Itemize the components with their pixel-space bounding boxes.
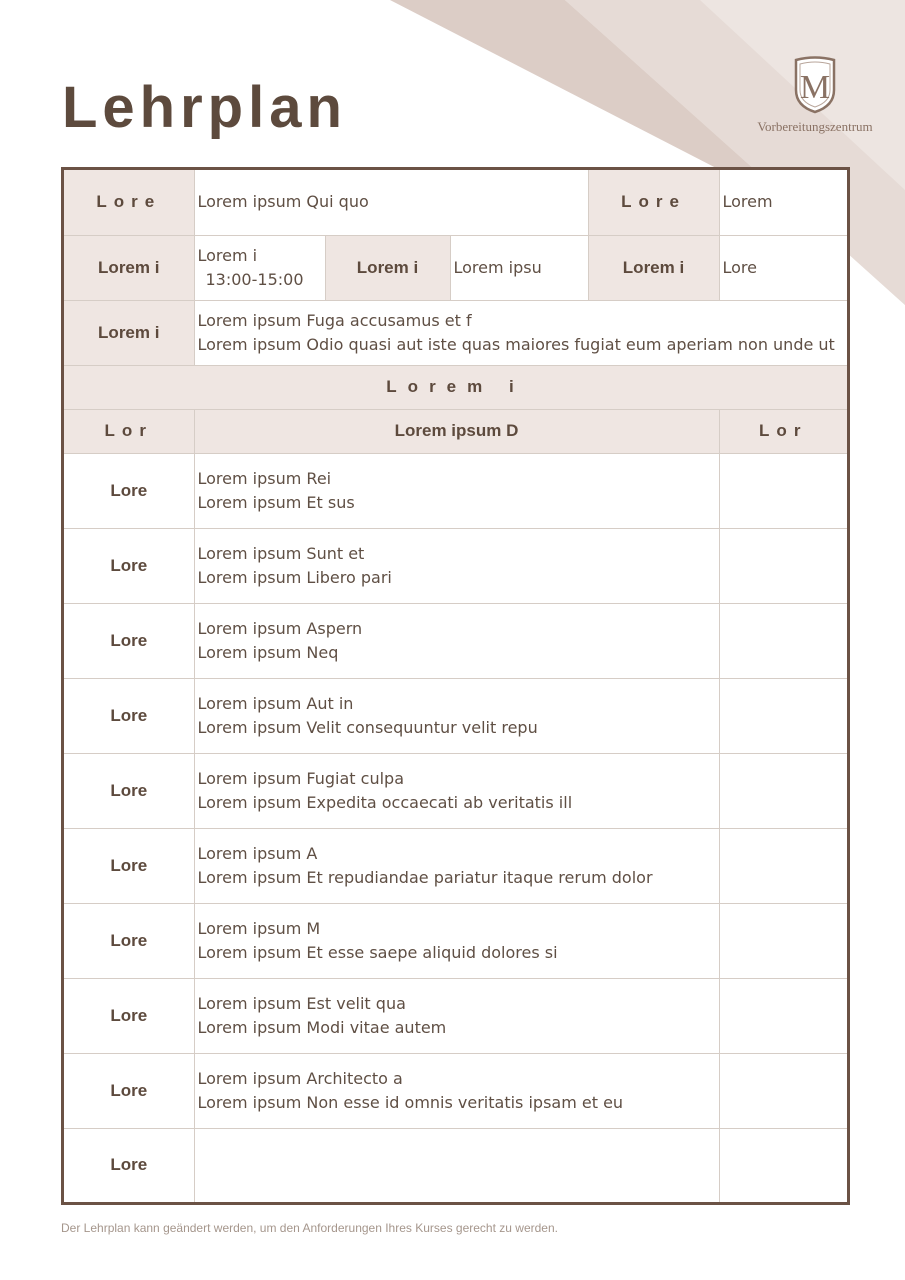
column-header-notes: Lor [719, 409, 847, 453]
shield-logo-icon [793, 56, 837, 114]
column-header-description: Lorem ipsum D [194, 409, 719, 453]
info-label: Lorem i [325, 235, 450, 300]
brand-name: Vorbereitungszentrum [757, 119, 873, 134]
brand-logo [745, 56, 885, 135]
info-row-2 [64, 235, 847, 300]
row-day: Lore [64, 828, 194, 903]
row-description: Lorem ipsum Aut in Lorem ipsum Velit consequuntur velit repu [194, 678, 719, 753]
table-row [64, 978, 847, 1053]
row-notes [719, 828, 847, 903]
row-notes [719, 1128, 847, 1202]
info-value-time: Lorem i 13:00-15:00 [194, 235, 325, 300]
row-day: Lore [64, 1053, 194, 1128]
column-header-day: Lor [64, 409, 194, 453]
info-value-multiline: Lorem ipsum Fuga accusamus et f Lorem ipsum Odio quasi aut iste quas maiores fugiat eum aperiam non unde ut [194, 300, 847, 365]
row-notes [719, 603, 847, 678]
svg-text:M: M [799, 69, 831, 106]
schedule-table [61, 167, 850, 1205]
footer-note: Der Lehrplan kann geändert werden, um den Anforderungen Ihres Kurses gerecht zu werden. [61, 1221, 558, 1235]
info-value: Lorem ipsum Qui quo [194, 170, 588, 235]
page-title: Lehrplan [62, 75, 347, 140]
info-label: Lorem i [64, 235, 194, 300]
section-header-row [64, 365, 847, 409]
column-header-row [64, 409, 847, 453]
info-value: Lorem [719, 170, 847, 235]
row-description: Lorem ipsum Architecto a Lorem ipsum Non esse id omnis veritatis ipsam et eu [194, 1053, 719, 1128]
info-label: Lorem i [64, 300, 194, 365]
info-value: Lore [719, 235, 847, 300]
row-description: Lorem ipsum Est velit qua Lorem ipsum Modi vitae autem [194, 978, 719, 1053]
row-day: Lore [64, 603, 194, 678]
row-description: Lorem ipsum Fugiat culpa Lorem ipsum Expedita occaecati ab veritatis ill [194, 753, 719, 828]
row-day: Lore [64, 903, 194, 978]
row-description: Lorem ipsum A Lorem ipsum Et repudiandae pariatur itaque rerum dolor [194, 828, 719, 903]
table-row [64, 828, 847, 903]
table-row [64, 453, 847, 528]
row-day: Lore [64, 1128, 194, 1202]
row-notes [719, 903, 847, 978]
info-label: Lore [588, 170, 719, 235]
info-row-3 [64, 300, 847, 365]
row-description: Lorem ipsum Aspern Lorem ipsum Neq [194, 603, 719, 678]
row-day: Lore [64, 678, 194, 753]
row-notes [719, 978, 847, 1053]
section-title: Lorem i [64, 365, 847, 409]
row-day: Lore [64, 753, 194, 828]
table-row [64, 678, 847, 753]
row-notes [719, 528, 847, 603]
table-row [64, 753, 847, 828]
row-notes [719, 1053, 847, 1128]
table-row [64, 1053, 847, 1128]
row-description: Lorem ipsum M Lorem ipsum Et esse saepe aliquid dolores si [194, 903, 719, 978]
info-value: Lorem ipsu [450, 235, 588, 300]
row-notes [719, 453, 847, 528]
table-row [64, 1128, 847, 1202]
info-label: Lore [64, 170, 194, 235]
row-description: Lorem ipsum Sunt et Lorem ipsum Libero pari [194, 528, 719, 603]
row-day: Lore [64, 978, 194, 1053]
row-notes [719, 678, 847, 753]
info-row-1 [64, 170, 847, 235]
table-row [64, 528, 847, 603]
info-label: Lorem i [588, 235, 719, 300]
row-day: Lore [64, 453, 194, 528]
table-row [64, 603, 847, 678]
row-notes [719, 753, 847, 828]
row-day: Lore [64, 528, 194, 603]
row-description [194, 1128, 719, 1202]
row-description: Lorem ipsum Rei Lorem ipsum Et sus [194, 453, 719, 528]
table-row [64, 903, 847, 978]
